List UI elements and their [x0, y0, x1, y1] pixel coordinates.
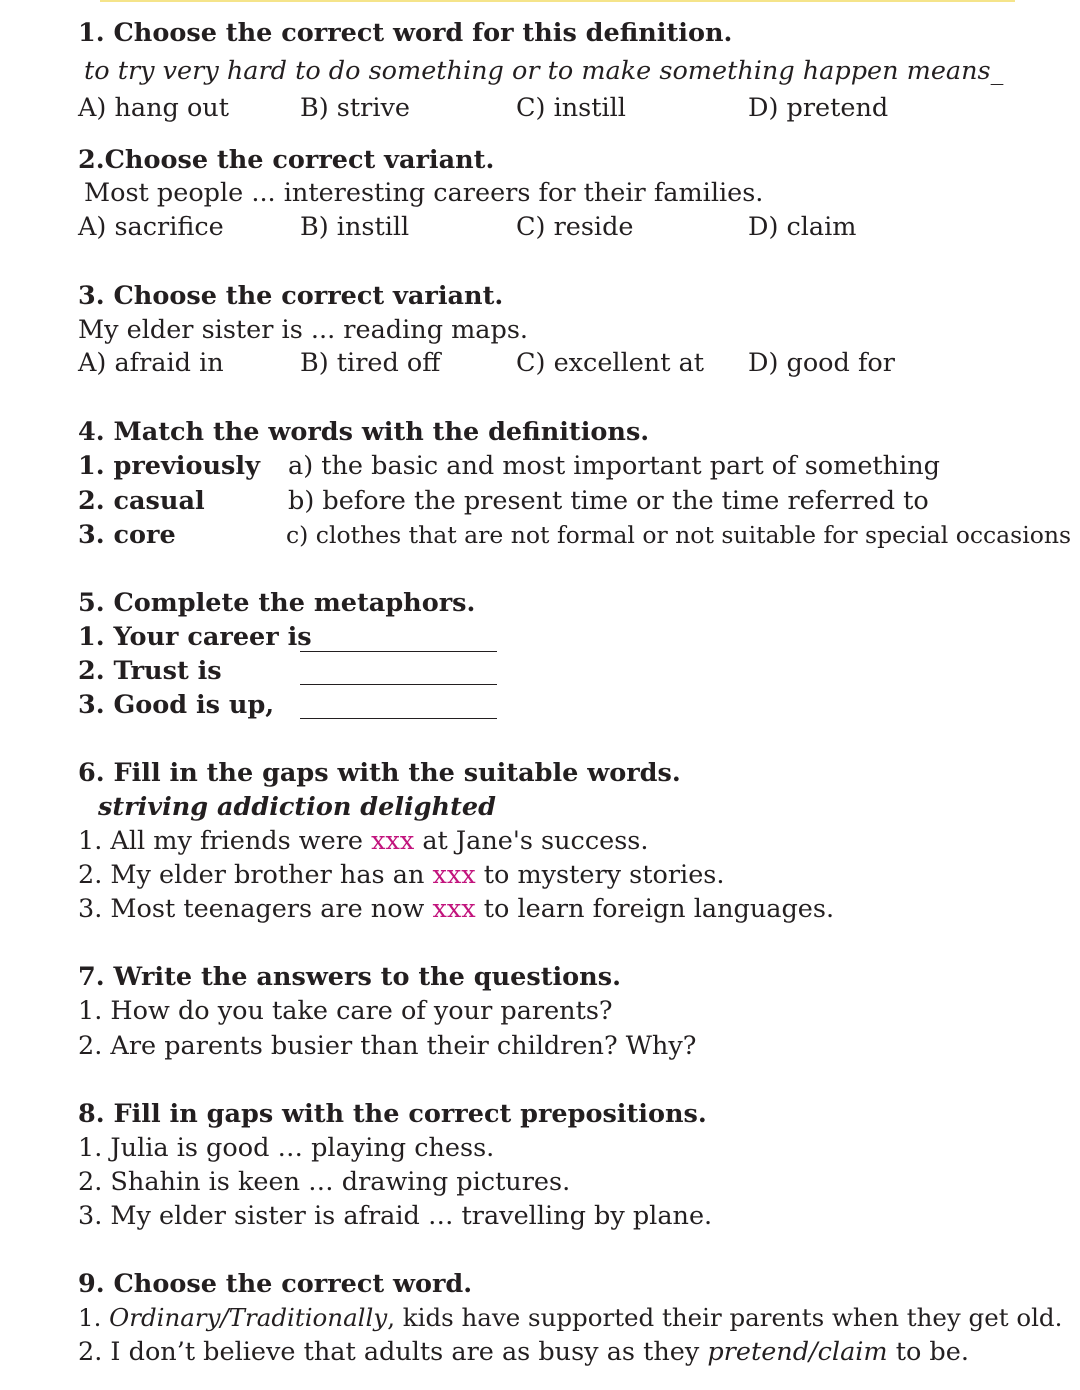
- q2-option-a[interactable]: A) sacrifice: [78, 212, 224, 242]
- q4-word-2: 2. casual: [78, 486, 205, 516]
- q6-gap-3[interactable]: xxx: [432, 894, 476, 924]
- q1-prompt: to try very hard to do something or to make something happen means_: [84, 56, 1004, 86]
- q5-title: 5. Complete the metaphors.: [78, 588, 476, 618]
- q3-option-a[interactable]: A) afraid in: [78, 348, 224, 378]
- q6-word-bank: striving addiction delighted: [98, 792, 496, 822]
- q2-option-c[interactable]: C) reside: [516, 212, 634, 242]
- q2-option-b[interactable]: B) instill: [300, 212, 410, 242]
- q4-word-1: 1. previously: [78, 451, 260, 481]
- q3-title: 3. Choose the correct variant.: [78, 281, 504, 311]
- q9-item-2-choice[interactable]: pretend/claim: [707, 1337, 888, 1367]
- q8-item-2: 2. Shahin is keen … drawing pictures.: [78, 1167, 571, 1197]
- q5-item-3: 3. Good is up,: [78, 690, 275, 720]
- q6-gap-1[interactable]: xxx: [371, 826, 415, 856]
- q5-answer-line-1[interactable]: [300, 651, 497, 652]
- q7-title: 7. Write the answers to the questions.: [78, 962, 621, 992]
- q6-item-1-before: 1. All my friends were: [78, 826, 372, 856]
- q8-item-3: 3. My elder sister is afraid … travelling by plane.: [78, 1201, 713, 1231]
- q9-item-2-lead: 2. I don’t believe that adults are as busy as they: [78, 1337, 708, 1367]
- q1-title: 1. Choose the correct word for this definition.: [78, 18, 733, 48]
- q6-item-2-after: to mystery stories.: [475, 860, 725, 890]
- q6-item-3-before: 3. Most teenagers are now: [78, 894, 433, 924]
- q7-item-2: 2. Are parents busier than their children? Why?: [78, 1031, 697, 1061]
- q7-item-1: 1. How do you take care of your parents?: [78, 996, 613, 1026]
- q3-option-b[interactable]: B) tired off: [300, 348, 441, 378]
- q3-option-d[interactable]: D) good for: [748, 348, 895, 378]
- q6-item-1-after: at Jane's success.: [414, 826, 649, 856]
- q1-option-a[interactable]: A) hang out: [78, 93, 229, 123]
- q9-item-2: [78, 1336, 969, 1368]
- q1-option-d[interactable]: D) pretend: [748, 93, 889, 123]
- q5-answer-line-3[interactable]: [300, 718, 497, 719]
- q6-title: 6. Fill in the gaps with the suitable words.: [78, 758, 681, 788]
- q9-item-2-rest: to be.: [887, 1337, 969, 1367]
- q4-definition-b: b) before the present time or the time referred to: [288, 486, 929, 516]
- q6-item-3-after: to learn foreign languages.: [475, 894, 835, 924]
- q5-answer-line-2[interactable]: [300, 684, 497, 685]
- q2-prompt: Most people ... interesting careers for their families.: [84, 178, 764, 208]
- q1-option-b[interactable]: B) strive: [300, 93, 410, 123]
- q4-definition-c: c) clothes that are not formal or not suitable for special occasions: [286, 521, 1072, 549]
- q2-title: 2.Choose the correct variant.: [78, 145, 495, 175]
- q8-item-1: 1. Julia is good … playing chess.: [78, 1133, 495, 1163]
- q9-item-1-rest: , kids have supported their parents when they get old.: [387, 1303, 1063, 1332]
- q3-prompt: My elder sister is ... reading maps.: [78, 315, 529, 345]
- q9-item-1-choice[interactable]: Ordinary/Traditionally: [109, 1303, 388, 1332]
- q6-item-1: [78, 825, 648, 857]
- q3-option-c[interactable]: C) excellent at: [516, 348, 705, 378]
- q1-option-c[interactable]: C) instill: [516, 93, 626, 123]
- q6-item-2: [78, 859, 725, 891]
- q6-gap-2[interactable]: xxx: [432, 860, 476, 890]
- q4-title: 4. Match the words with the definitions.: [78, 417, 650, 447]
- q9-item-1-number: 1.: [78, 1303, 110, 1332]
- q4-word-3: 3. core: [78, 520, 176, 550]
- q5-item-1: 1. Your career is: [78, 622, 312, 652]
- q8-title: 8. Fill in gaps with the correct prepositions.: [78, 1099, 707, 1129]
- q9-item-1: [78, 1302, 1062, 1334]
- q9-title: 9. Choose the correct word.: [78, 1269, 473, 1299]
- q6-item-3: [78, 893, 834, 925]
- q6-item-2-before: 2. My elder brother has an: [78, 860, 433, 890]
- q4-definition-a: a) the basic and most important part of something: [288, 451, 940, 481]
- q2-option-d[interactable]: D) claim: [748, 212, 857, 242]
- q5-item-2: 2. Trust is: [78, 656, 222, 686]
